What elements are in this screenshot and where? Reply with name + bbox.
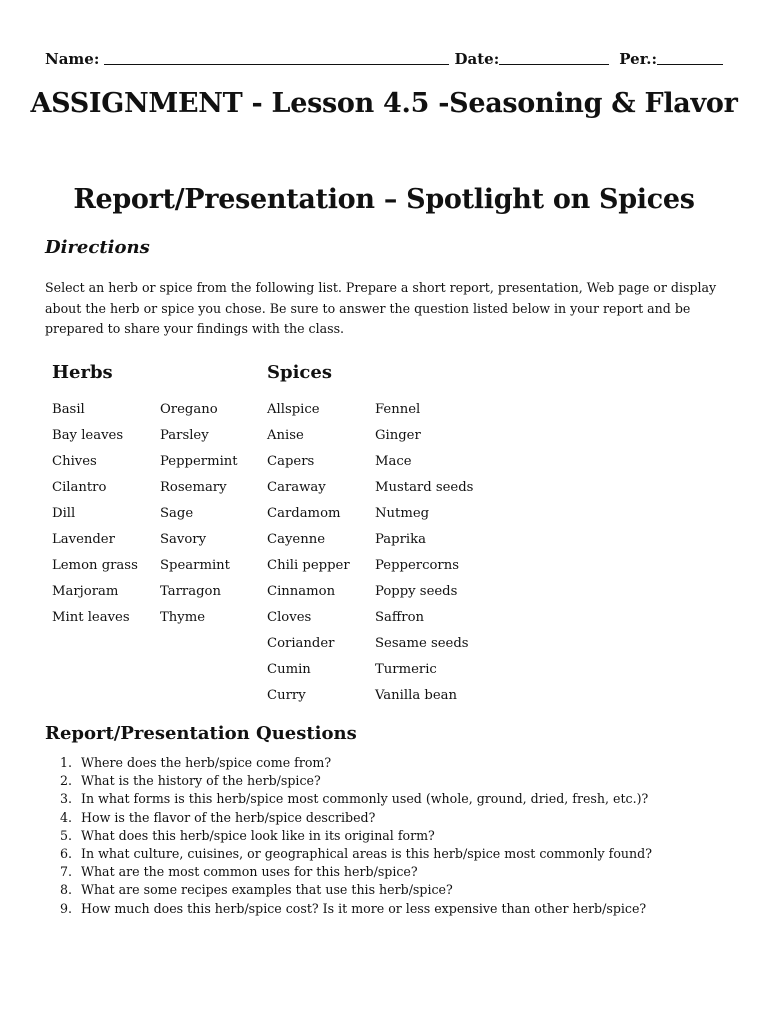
herbs-list-column-1	[52, 400, 138, 634]
question-number: 7.	[59, 864, 72, 880]
question-text: How much does this herb/spice cost? Is it more or less expensive than other herb/spice?	[81, 900, 647, 916]
spices-list-column-1	[267, 400, 350, 712]
name-blank	[104, 63, 448, 65]
list-item: Lemon grass	[52, 558, 138, 573]
list-item: Cloves	[267, 610, 312, 625]
question-text: In what culture, cuisines, or geographical areas is this herb/spice most commonly found?	[81, 845, 652, 861]
list-item: Coriander	[267, 636, 335, 651]
list-item: Mace	[375, 454, 412, 469]
questions-heading: Report/Presentation Questions	[45, 723, 357, 744]
question-item	[45, 881, 745, 899]
list-item: Sesame seeds	[375, 636, 469, 651]
list-item: Paprika	[375, 532, 426, 547]
list-item: Thyme	[160, 610, 206, 625]
name-label: Name:	[45, 50, 100, 68]
spices-list-column-2	[375, 400, 473, 712]
question-number: 2.	[59, 773, 72, 789]
list-item: Fennel	[375, 402, 421, 417]
period-blank	[657, 63, 723, 65]
question-number: 3.	[59, 791, 72, 807]
question-item	[45, 754, 745, 772]
question-number: 9.	[59, 900, 72, 916]
list-item: Bay leaves	[52, 428, 124, 443]
list-item: Chives	[52, 454, 97, 469]
question-item	[45, 863, 745, 881]
list-item: Saffron	[375, 610, 425, 625]
question-text: Where does the herb/spice come from?	[81, 755, 332, 770]
herbs-heading: Herbs	[52, 362, 113, 383]
list-item: Turmeric	[375, 662, 437, 677]
list-item: Dill	[52, 506, 76, 521]
question-text: In what forms is this herb/spice most commonly used (whole, ground, dried, fresh, etc.)?	[81, 791, 649, 807]
date-blank	[499, 63, 609, 65]
herbs-list-column-2	[160, 400, 238, 634]
list-item: Parsley	[160, 428, 209, 443]
list-item: Marjoram	[52, 584, 119, 599]
list-item: Peppercorns	[375, 558, 459, 573]
question-item	[45, 772, 745, 790]
list-item: Allspice	[267, 402, 320, 417]
list-item: Basil	[52, 402, 85, 417]
list-item: Sage	[160, 506, 194, 521]
list-item: Spearmint	[160, 558, 230, 573]
question-item	[45, 827, 745, 845]
question-number: 1.	[59, 755, 72, 770]
question-item	[45, 809, 745, 827]
date-label: Date:	[454, 50, 500, 68]
question-number: 6.	[59, 845, 72, 861]
directions-heading: Directions	[45, 237, 150, 258]
spices-heading: Spices	[267, 362, 332, 383]
list-item: Cilantro	[52, 480, 107, 495]
question-text: What does this herb/spice look like in its original form?	[81, 827, 435, 843]
question-text: What is the history of the herb/spice?	[81, 773, 321, 789]
question-text: What are some recipes examples that use this herb/spice?	[81, 882, 453, 898]
list-item: Rosemary	[160, 480, 227, 495]
list-item: Capers	[267, 454, 315, 469]
question-number: 4.	[59, 809, 72, 825]
list-item: Lavender	[52, 532, 115, 547]
question-text: What are the most common uses for this herb/spice?	[81, 864, 418, 880]
list-item: Ginger	[375, 428, 421, 443]
list-item: Vanilla bean	[375, 688, 457, 703]
questions-list	[45, 754, 745, 918]
question-item	[45, 790, 745, 808]
question-item	[45, 845, 745, 863]
list-item: Anise	[267, 428, 304, 443]
list-item: Nutmeg	[375, 506, 430, 521]
list-item: Cumin	[267, 662, 311, 677]
list-item: Caraway	[267, 480, 326, 495]
list-item: Cayenne	[267, 532, 325, 547]
list-item: Chili pepper	[267, 558, 350, 573]
question-number: 5.	[59, 827, 72, 843]
period-label: Per.:	[619, 50, 657, 68]
student-info-row	[45, 46, 723, 68]
list-item: Tarragon	[160, 584, 221, 599]
list-item: Peppermint	[160, 454, 238, 469]
question-item	[45, 900, 745, 918]
list-item: Curry	[267, 688, 306, 703]
list-item: Mustard seeds	[375, 480, 474, 495]
question-text: How is the flavor of the herb/spice described?	[81, 809, 376, 825]
list-item: Mint leaves	[52, 610, 130, 625]
list-item: Cardamom	[267, 506, 341, 521]
question-number: 8.	[59, 882, 72, 898]
report-subtitle: Report/Presentation – Spotlight on Spices	[73, 184, 695, 215]
assignment-title: ASSIGNMENT - Lesson 4.5 -Seasoning & Flavor	[30, 88, 738, 119]
list-item: Poppy seeds	[375, 584, 458, 599]
list-item: Oregano	[160, 402, 218, 417]
directions-text: Select an herb or spice from the following list. Prepare a short report, presentation, Web page or display about the herb or spice you chose. Be sure to answer the question listed below in your report and be prepared to share your findings with the class.	[45, 280, 717, 337]
list-item: Cinnamon	[267, 584, 336, 599]
list-item: Savory	[160, 532, 207, 547]
